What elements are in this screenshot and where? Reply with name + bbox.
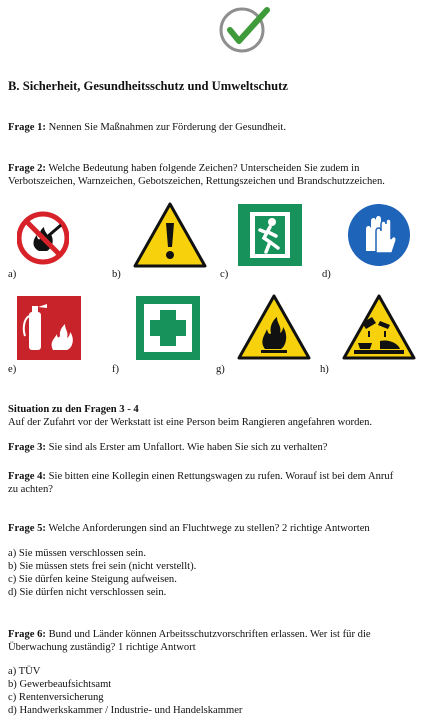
section-heading: B. Sicherheit, Gesundheitsschutz und Umweltschutz <box>8 79 288 93</box>
answer-option: b) Sie müssen stets frei sein (nicht verstellt). <box>8 561 197 572</box>
sign-a <box>17 205 69 267</box>
situation <box>8 403 430 429</box>
answer-option: c) Sie dürfen keine Steigung aufweisen. <box>8 574 177 585</box>
question-text: Bund und Länder können Arbeitsschutzvorschriften erlassen. Wer ist für die <box>48 629 371 640</box>
sign-letter: b) <box>112 269 121 280</box>
question-label: Frage 3: <box>8 442 46 453</box>
sign-letter: d) <box>322 269 331 280</box>
answer-options-5 <box>8 547 430 599</box>
answer-options-6 <box>8 665 430 717</box>
question-4 <box>8 470 430 496</box>
answer-option: b) Gewerbeaufsichtsamt <box>8 679 112 690</box>
flammable-warning-icon <box>237 293 311 361</box>
sign-b <box>133 201 207 269</box>
question-label: Frage 6: <box>8 629 46 640</box>
no-fire-prohibition-icon <box>17 205 69 267</box>
question-label: Frage 1: <box>8 122 46 133</box>
sign-h <box>342 293 416 361</box>
question-text: Verbotszeichen, Warnzeichen, Gebotszeichen, Rettungszeichen und Brandschutzzeichen. <box>8 176 385 187</box>
question-label: Frage 2: <box>8 163 46 174</box>
answer-option: a) Sie müssen verschlossen sein. <box>8 548 146 559</box>
question-text: Welche Anforderungen sind an Fluchtwege zu stellen? 2 richtige Antworten <box>48 523 370 534</box>
question-text: Nennen Sie Maßnahmen zur Förderung der Gesundheit. <box>48 122 287 133</box>
emergency-exit-icon <box>238 204 302 266</box>
sign-letter: e) <box>8 364 17 375</box>
question-text: Sie bitten eine Kollegin einen Rettungswagen zu rufen. Worauf ist bei dem Anruf <box>48 471 394 482</box>
situation-text: Auf der Zufahrt vor der Werkstatt ist eine Person beim Rangieren angefahren worden. <box>8 417 373 428</box>
sign-f <box>136 296 200 360</box>
sign-c <box>238 204 302 266</box>
sign-letter: h) <box>320 364 329 375</box>
sign-e <box>17 296 81 360</box>
question-text: Welche Bedeutung haben folgende Zeichen? Unterscheiden Sie zudem in <box>48 163 360 174</box>
sign-letter: c) <box>220 269 229 280</box>
answer-option: d) Handwerkskammer / Industrie- und Handelskammer <box>8 705 243 716</box>
question-text: Überwachung zuständig? 1 richtige Antwort <box>8 642 196 653</box>
corrosive-warning-icon <box>342 293 416 361</box>
question-6 <box>8 628 430 654</box>
sign-d <box>346 203 412 267</box>
question-label: Frage 5: <box>8 523 46 534</box>
sign-letter: a) <box>8 269 17 280</box>
sign-g <box>237 293 311 361</box>
question-1 <box>8 121 430 134</box>
answer-option: a) TÜV <box>8 666 41 677</box>
fire-extinguisher-icon <box>17 296 81 360</box>
question-label: Frage 4: <box>8 471 46 482</box>
checkmark-icon <box>218 4 272 54</box>
question-text: zu achten? <box>8 484 53 495</box>
general-warning-icon <box>133 201 207 269</box>
sign-letter: g) <box>216 364 225 375</box>
answer-option: c) Rentenversicherung <box>8 692 104 703</box>
question-text: Sie sind als Erster am Unfallort. Wie haben Sie sich zu verhalten? <box>48 442 328 453</box>
first-aid-icon <box>136 296 200 360</box>
situation-title: Situation zu den Fragen 3 - 4 <box>8 404 139 415</box>
checkmark-logo <box>218 4 272 54</box>
answer-option: d) Sie dürfen nicht verschlossen sein. <box>8 587 167 598</box>
question-5 <box>8 522 430 535</box>
question-2 <box>8 162 430 188</box>
wear-gloves-icon <box>346 203 412 267</box>
question-3 <box>8 441 430 454</box>
sign-letter: f) <box>112 364 120 375</box>
